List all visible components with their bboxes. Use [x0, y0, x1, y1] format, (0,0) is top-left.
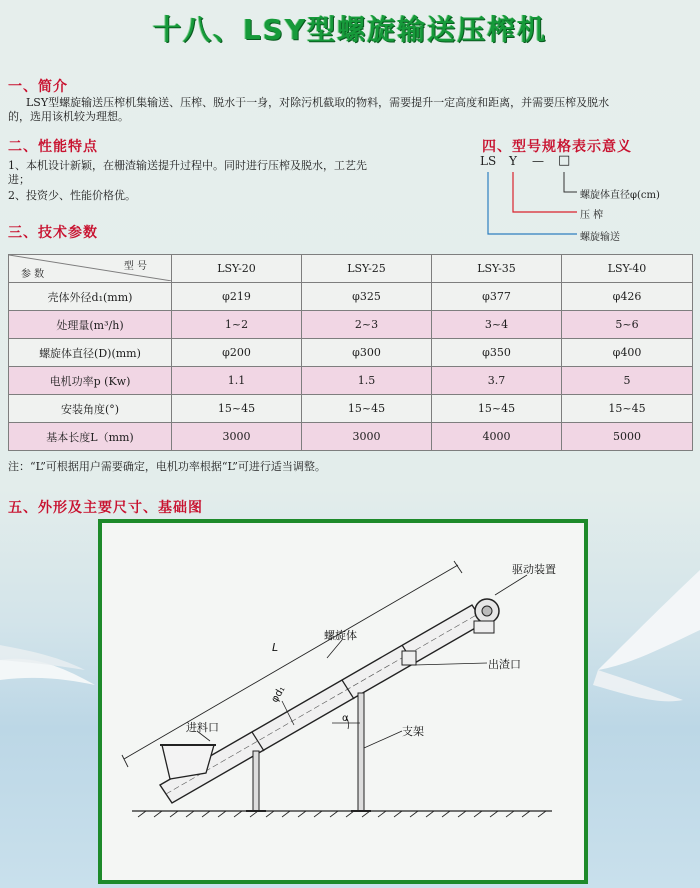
table-cell: 4000 — [432, 423, 562, 451]
table-row — [9, 395, 693, 423]
swan-wing-left-graphic — [0, 560, 110, 720]
table-cell: 3~4 — [432, 311, 562, 339]
intro-text-line2: 的，选用该机较为理想。 — [8, 110, 129, 123]
label-length: L — [272, 641, 279, 654]
code-y: Y — [509, 154, 517, 168]
table-cell: φ200 — [172, 339, 302, 367]
table-cell: 5 — [562, 367, 693, 395]
features-item1-line2: 进； — [8, 173, 30, 186]
label-slag-outlet: 出渣口 — [488, 658, 521, 671]
table-cell: 15~45 — [302, 395, 432, 423]
table-cell: 1.5 — [302, 367, 432, 395]
header-model-label: 型 号 — [123, 261, 147, 272]
features-item2: 2、投资少、性能价格优。 — [8, 189, 136, 202]
label-drive-unit: 驱动装置 — [512, 563, 556, 576]
label-support: 支架 — [402, 725, 424, 738]
foundation-drawing-frame — [98, 519, 588, 884]
row-label: 基本长度L（mm) — [9, 423, 172, 451]
model-meaning-heading: 四、型号规格表示意义 — [482, 139, 632, 155]
swan-wing-right-graphic — [588, 560, 700, 730]
tech-heading: 三、技术参数 — [8, 225, 98, 241]
table-row — [9, 339, 693, 367]
intro-heading: 一、简介 — [8, 79, 68, 95]
label-angle-alpha: α — [342, 713, 349, 724]
table-cell: φ377 — [432, 283, 562, 311]
table-row — [9, 423, 693, 451]
table-cell: 3000 — [302, 423, 432, 451]
model-code-diagram — [480, 154, 695, 246]
code-dash: — — [532, 154, 544, 168]
table-row — [9, 367, 693, 395]
table-cell: 5000 — [562, 423, 693, 451]
row-label: 安装角度(°) — [9, 395, 172, 423]
model-col: LSY-20 — [172, 255, 302, 283]
code-box: □ — [558, 153, 571, 168]
header-param-label: 参 数 — [21, 269, 45, 280]
row-label: 电机功率p (Kw) — [9, 367, 172, 395]
table-cell: 15~45 — [432, 395, 562, 423]
table-cell: 5~6 — [562, 311, 693, 339]
label-feed-inlet: 进料口 — [186, 721, 219, 734]
features-item1-line1: 1、本机设计新颖，在栅渣输送提升过程中。同时进行压榨及脱水，工艺先 — [8, 159, 367, 172]
row-label: 壳体外径d₁(mm) — [9, 283, 172, 311]
table-note: 注：“L”可根据用户需要确定，电机功率根据“L”可进行适当调整。 — [8, 460, 326, 473]
tech-spec-table — [8, 254, 693, 451]
code-ls: LS — [480, 154, 497, 168]
model-col: LSY-40 — [562, 255, 693, 283]
header-diagonal-cell — [9, 255, 172, 283]
table-cell: φ350 — [432, 339, 562, 367]
page-title: 十八、LSY型螺旋输送压榨机 — [152, 13, 548, 46]
table-cell: 2~3 — [302, 311, 432, 339]
table-row — [9, 311, 693, 339]
table-cell: φ300 — [302, 339, 432, 367]
row-label: 螺旋体直径(D)(mm) — [9, 339, 172, 367]
row-label: 处理量(m³/h) — [9, 311, 172, 339]
table-cell: 1~2 — [172, 311, 302, 339]
table-header-row — [9, 255, 693, 283]
table-row — [9, 283, 693, 311]
model-col: LSY-35 — [432, 255, 562, 283]
table-cell: 3000 — [172, 423, 302, 451]
table-cell: 15~45 — [562, 395, 693, 423]
label-diameter-d1: φd₁ — [269, 684, 288, 705]
table-cell: φ426 — [562, 283, 693, 311]
table-cell: φ400 — [562, 339, 693, 367]
legend-diameter: 螺旋体直径φ(cm) — [580, 190, 660, 201]
features-heading: 二、性能特点 — [8, 139, 98, 155]
legend-screw: 螺旋输送 — [580, 232, 620, 243]
drawing-heading: 五、外形及主要尺寸、基础图 — [8, 500, 203, 516]
table-cell: 3.7 — [432, 367, 562, 395]
model-col: LSY-25 — [302, 255, 432, 283]
table-cell: φ219 — [172, 283, 302, 311]
table-cell: 1.1 — [172, 367, 302, 395]
table-cell: φ325 — [302, 283, 432, 311]
legend-press: 压 榨 — [580, 210, 604, 221]
intro-text-line1: LSY型螺旋输送压榨机集输送、压榨、脱水于一身，对除污机截取的物料，需要提升一定高度和距离，并需要压榨及脱水 — [26, 96, 610, 109]
label-screw-body: 螺旋体 — [324, 629, 357, 642]
table-cell: 15~45 — [172, 395, 302, 423]
